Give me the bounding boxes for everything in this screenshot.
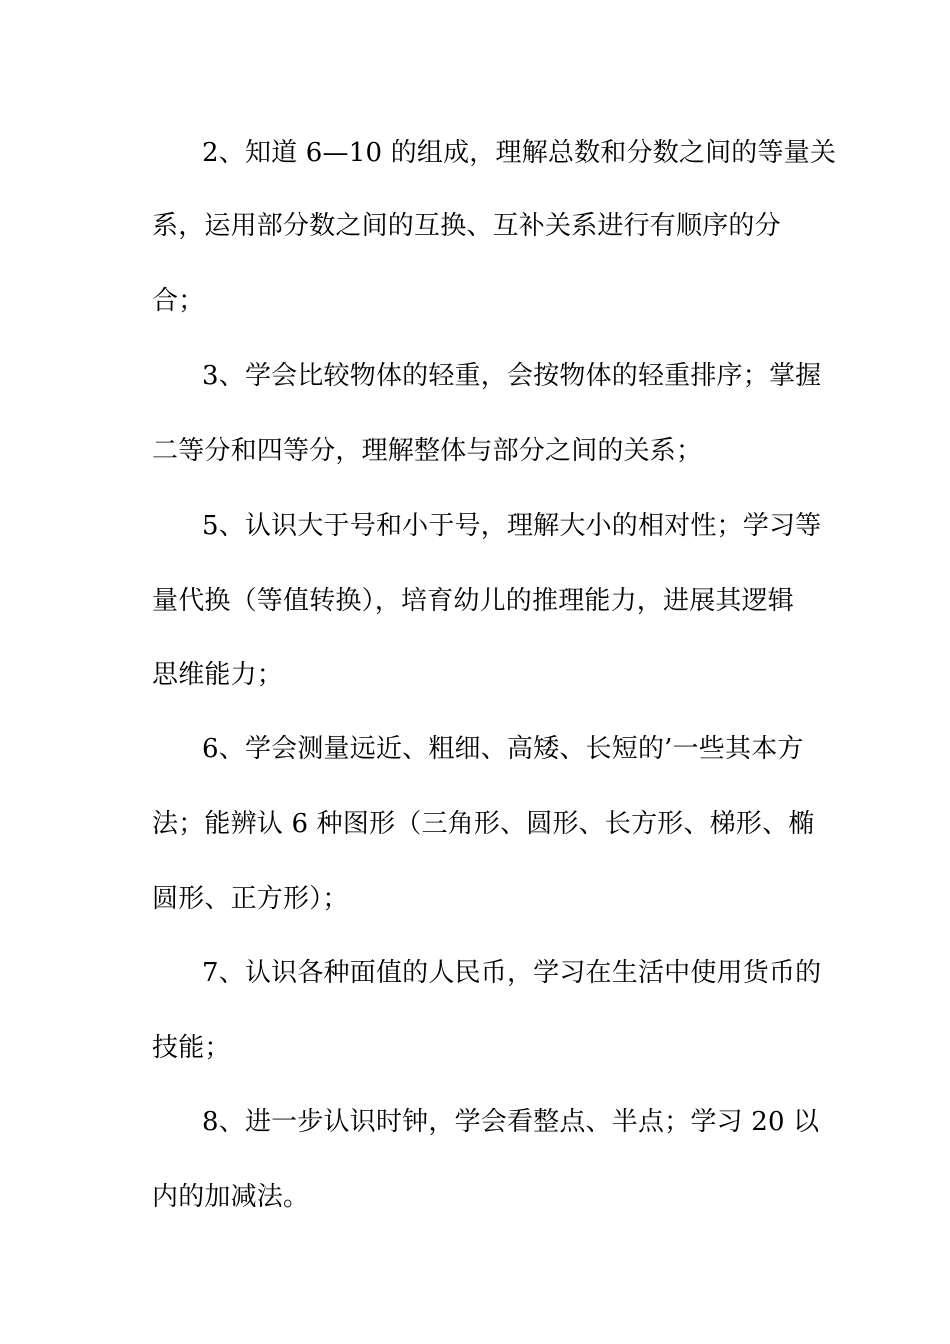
paragraph-5-line-2: 量代换（等值转换），培育幼儿的推理能力，进展其逻辑 (152, 586, 795, 616)
paragraph-2-line-1: 2、知道 6—10 的组成，理解总数和分数之间的等量关 (202, 138, 837, 168)
paragraph-6-line-3: 圆形、正方形）； (152, 884, 349, 914)
paragraph-8-line-2: 内的加减法。 (152, 1182, 310, 1212)
paragraph-6-line-2: 法；能辨认 6 种图形（三角形、圆形、长方形、梯形、椭 (152, 809, 815, 839)
paragraph-7-line-1: 7、认识各种面值的人民币，学习在生活中使用货币的 (202, 958, 822, 988)
paragraph-5-line-1: 5、认识大于号和小于号，理解大小的相对性；学习等 (202, 511, 822, 541)
paragraph-5-line-3: 思维能力； (152, 660, 284, 690)
paragraph-2-line-3: 合； (152, 286, 205, 316)
paragraph-3-line-2: 二等分和四等分，理解整体与部分之间的关系； (152, 436, 703, 466)
paragraph-2-line-2: 系，运用部分数之间的互换、互补关系进行有顺序的分 (152, 211, 781, 241)
paragraph-8-line-1: 8、进一步认识时钟，学会看整点、半点；学习 20 以 (202, 1107, 820, 1137)
paragraph-7-line-2: 技能； (152, 1033, 231, 1063)
paragraph-6-line-1: 6、学会测量远近、粗细、高矮、长短的’一些其本方 (202, 734, 804, 764)
paragraph-3-line-1: 3、学会比较物体的轻重，会按物体的轻重排序；掌握 (202, 361, 822, 391)
